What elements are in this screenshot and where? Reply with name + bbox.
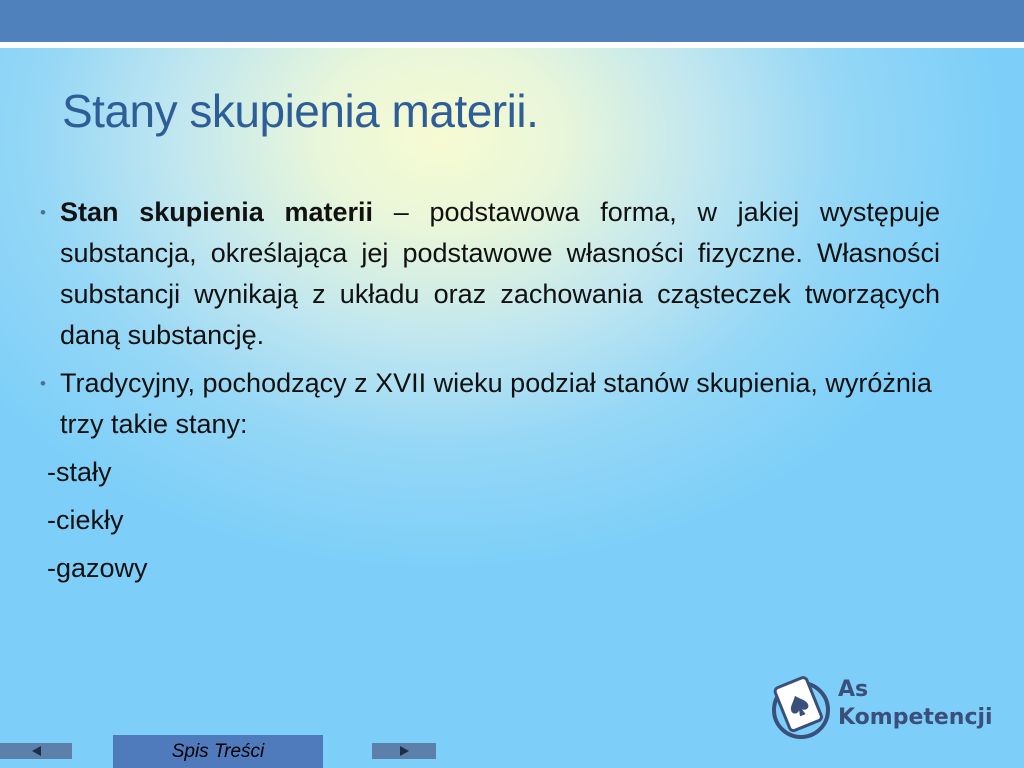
bullet-icon: • [40,374,46,393]
state-item-solid: -stały [47,457,112,487]
slide-content [40,192,940,596]
table-of-contents-button[interactable] [113,735,323,768]
logo-line-as: As [838,677,869,702]
definition-text: – podstawowa forma, w jakiej występuje substancja, określająca jej podstawowe własności fizyczne. Własności substancji wynikają z układu oraz zachowania cząsteczek tworzących daną substancję. [60,197,940,350]
state-item-liquid: -ciekły [47,505,124,535]
term-bold: Stan skupienia materii [60,197,374,227]
card-spade-icon [770,670,836,746]
top-bar [0,0,1024,42]
bullet-icon: • [40,203,46,222]
bullet-classification [40,363,940,445]
arrow-left-icon [32,746,41,756]
as-kompetencji-logo [770,670,1000,746]
logo-line-kompetencji: Kompetencji [838,705,993,730]
classification-text: Tradycyjny, pochodzący z XVII wieku podział stanów skupienia, wyróżnia trzy takie stany: [60,368,932,439]
next-slide-button[interactable] [372,743,436,759]
logo-text [838,676,993,732]
previous-slide-button[interactable] [0,743,72,759]
arrow-right-icon [400,746,409,756]
toc-label: Spis Treści [171,740,265,762]
bullet-definition [40,192,940,356]
slide-title: Stany skupienia materii. [62,85,539,137]
state-item-gas: -gazowy [47,553,148,583]
